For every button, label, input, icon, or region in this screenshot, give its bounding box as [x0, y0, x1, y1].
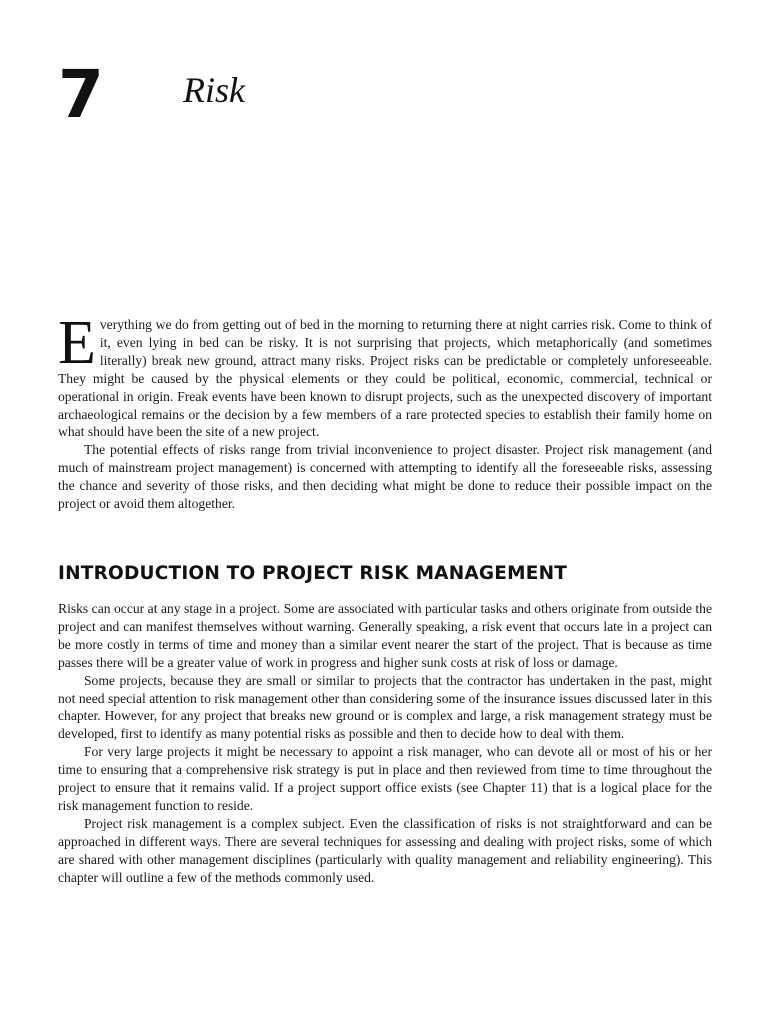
section-paragraph-3: For very large projects it might be necessary to appoint a risk manager, who can devote all or most of his or her time to ensuring that a comprehensive risk strategy is put in place and then reviewed from time to time throughout the project to ensure that it remains valid. If a project support office exists (see Chapter 11) that is a logical place for the risk management function to reside. [58, 744, 712, 813]
section-heading: INTRODUCTION TO PROJECT RISK MANAGEMENT [58, 563, 568, 584]
intro-paragraph-1-text: verything we do from getting out of bed in the morning to returning there at night carries risk. Come to think of it, even lying in bed can be risky. It is not surprising that projects, which metaphorically (and sometimes literally) break new ground, attract many risks. Project risks can be predictable or completely unforeseeable. They might be caused by the physical elements or they could be political, economic, commercial, technical or operational in origin. Freak events have been known to disrupt projects, such as the unexpected discovery of important archaeological remains or the decision by a few members of a rare protected species to establish their family home on what should have been the site of a new project. [58, 317, 712, 440]
intro-paragraph-2: The potential effects of risks range from trivial inconvenience to project disaster. Project risk management (and much of mainstream project management) is concerned with attempting to identify all the foreseeable risks, assessing the chance and severity of those risks, and then deciding what might be done to reduce their possible impact on the project or avoid them altogether. [58, 442, 712, 512]
chapter-number: 7 [58, 56, 102, 133]
drop-cap: E [58, 309, 96, 377]
section-paragraph-4: Project risk management is a complex subject. Even the classification of risks is not straightforward and can be approached in different ways. There are several techniques for assessing and dealing with project risks, some of which are shared with other management disciplines (particularly with quality management and reliability engineering). This chapter will outline a few of the methods commonly used. [58, 815, 712, 885]
section-paragraph-2: Some projects, because they are small or similar to projects that the contractor has undertaken in the past, might not need special attention to risk management other than considering some of the insurance issues discussed later in this chapter. However, for any project that breaks new ground or is complex and large, a risk management strategy must be developed, first to identify as many potential risks as possible and then to decide how to deal with them. [58, 672, 712, 742]
section-paragraph-1: Risks can occur at any stage in a project. Some are associated with particular tasks and others originate from outside the project and can manifest themselves without warning. Generally speaking, a risk event that occurs late in a project can be more costly in terms of time and money than a similar event nearer the start of the project. That is because as time passes there will be a greater value of work in progress and higher sunk costs at risk of loss or damage. [58, 601, 712, 670]
chapter-intro [58, 309, 712, 513]
section-body [58, 600, 712, 887]
chapter-title: Risk [183, 70, 245, 110]
intro-paragraph-1 [58, 309, 712, 441]
